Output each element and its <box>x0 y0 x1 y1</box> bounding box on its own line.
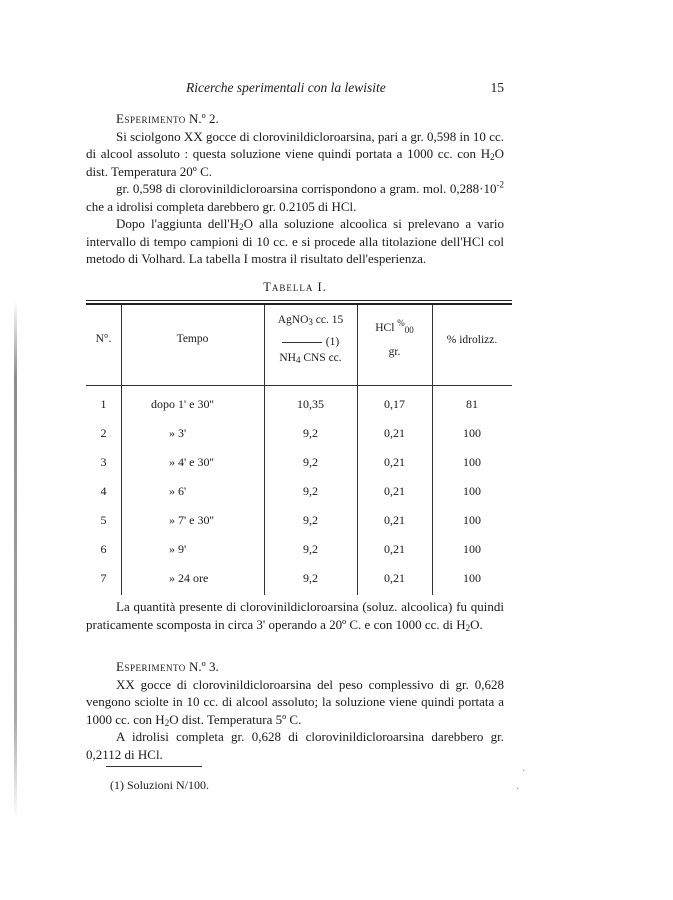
experiment-2-heading: Esperimento N.º 2. <box>116 111 219 126</box>
cell-n: 5 <box>100 513 107 527</box>
running-header <box>86 80 504 100</box>
after-table-paragraph: La quantità presente di clorovinildicloroarsina (soluz. alcoolica) fu quindi praticamente scomposta in circa 3' operando a 20º C. e con 1000 cc. di $H_2O$. <box>86 599 504 633</box>
header-hcl-unit: gr. <box>388 346 401 358</box>
cell-agno3: 9,2 <box>303 513 318 527</box>
header-agno3: AgNO$_3$ cc. 15 <box>277 314 344 327</box>
cell-n: 6 <box>100 542 107 556</box>
cell-idrolizz: 100 <box>463 513 481 527</box>
table-top-rule <box>86 300 512 301</box>
cell-idrolizz: 100 <box>463 484 481 498</box>
cell-agno3: 9,2 <box>303 571 318 585</box>
cell-hcl: 0,21 <box>384 426 405 440</box>
table-top-rule-thick <box>86 303 512 305</box>
cell-idrolizz: 100 <box>463 571 481 585</box>
cell-hcl: 0,21 <box>384 484 405 498</box>
page-number: 15 <box>490 80 504 95</box>
experiment-3-paragraph-1: XX gocce di clorovinildicloroarsina del peso complessivo di gr. 0,628 vengono sciolte in 10 cc. di alcool assoluto; la soluzione viene quindi portata a 1000 cc. con $H_2O$ dist. Temperatura 5º C. <box>86 676 504 728</box>
cell-tempo: » 6' <box>169 484 187 498</box>
cell-tempo: » 3' <box>169 426 187 440</box>
experiment-2-section <box>86 110 504 268</box>
footnote-rule <box>106 766 202 767</box>
margin-speck: · <box>516 784 520 795</box>
cell-agno3: 9,2 <box>303 455 318 469</box>
experiment-3-paragraph-2: A idrolisi completa gr. 0,628 di clorovinildicloroarsina darebbero gr. 0,2112 di HCl. <box>86 729 504 762</box>
cell-hcl: 0,21 <box>384 571 405 585</box>
running-title: Ricerche sperimentali con la lewisite <box>186 80 386 95</box>
after-table-section <box>86 598 504 633</box>
experiment-3-section <box>86 658 504 763</box>
header-tempo: Tempo <box>176 333 209 345</box>
cell-tempo: » 9' <box>169 542 187 556</box>
margin-speck: · <box>522 766 526 777</box>
cell-idrolizz: 100 <box>463 455 481 469</box>
cell-hcl: 0,21 <box>384 455 405 469</box>
header-footnote-ref: (1) <box>264 336 357 348</box>
cell-tempo: » 4' e 30'' <box>169 455 214 469</box>
cell-agno3: 10,35 <box>297 397 324 411</box>
cell-tempo: » 24 ore <box>169 571 209 585</box>
experiment-2-paragraph-3: Dopo l'aggiunta $dell'H_2O$ alla soluzione alcoolica si prelevano a vario intervallo di tempo campioni di 10 cc. e si procede alla titolazione dell'HCl col metodo di Volhard. La tabella I mostra il risultato dell'esperienza. <box>86 216 504 266</box>
cell-idrolizz: 100 <box>463 426 481 440</box>
binding-edge-shadow <box>14 300 17 820</box>
cell-n: 4 <box>100 484 107 498</box>
cell-hcl: 0,17 <box>384 397 405 411</box>
experiment-3-heading: Esperimento N.º 3. <box>116 659 219 674</box>
experiment-2-paragraph-1: Si sciolgono XX gocce di clorovinildicloroarsina, pari a gr. 0,598 in 10 cc. di alcool assoluto : questa soluzione viene quindi portata a 1000 cc. con $H_2O$ dist. Temperatura 20º C. <box>86 128 504 179</box>
cell-agno3: 9,2 <box>303 484 318 498</box>
header-n: N°. <box>95 333 112 345</box>
cell-hcl: 0,21 <box>384 542 405 556</box>
table-title: Tabella I. <box>263 280 327 294</box>
cell-idrolizz: 100 <box>463 542 481 556</box>
footnote: (1) Soluzioni N/100. <box>110 778 209 792</box>
cell-agno3: 9,2 <box>303 426 318 440</box>
cell-tempo: » 7' e 30'' <box>169 513 214 527</box>
header-idrolizz: % idrolizz. <box>446 334 498 346</box>
header-nh4cns: $NH_4$ CNS cc. <box>279 352 342 365</box>
table-header-rule <box>86 385 512 386</box>
cell-n: 1 <box>100 397 107 411</box>
header-hcl: HCl %$_{00}$ <box>375 318 414 335</box>
cell-n: 7 <box>100 571 107 585</box>
cell-agno3: 9,2 <box>303 542 318 556</box>
cell-n: 3 <box>100 455 107 469</box>
cell-tempo: dopo 1' e 30'' <box>151 397 214 411</box>
experiment-2-paragraph-2: gr. 0,598 di clorovinildicloroarsina corrispondono a gram. mol. $0,288\cdot 10^{-2}$ che a idrolisi completa darebbero gr. 0.2105 di HCl. <box>86 179 504 214</box>
cell-hcl: 0,21 <box>384 513 405 527</box>
cell-n: 2 <box>100 426 107 440</box>
cell-idrolizz: 81 <box>466 397 478 411</box>
